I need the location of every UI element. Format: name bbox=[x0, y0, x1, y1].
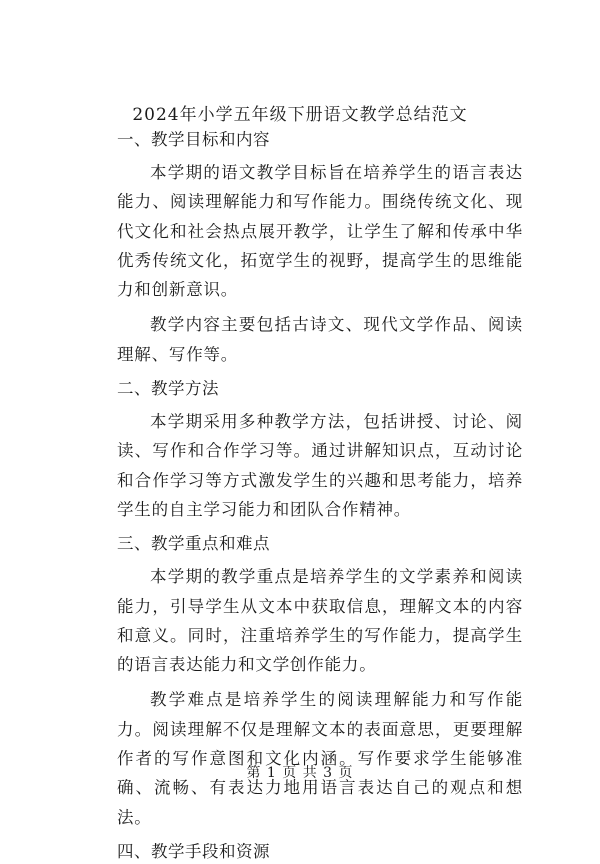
paragraph: 教学内容主要包括古诗文、现代文学作品、阅读理解、写作等。 bbox=[117, 315, 523, 364]
section-resources bbox=[117, 840, 523, 864]
section-methods bbox=[117, 377, 523, 524]
section-goals bbox=[117, 128, 523, 369]
page-number: 第 1 页 共 3 页 bbox=[246, 765, 354, 781]
document-title: 2024年小学五年级下册语文教学总结范文 bbox=[132, 105, 468, 125]
paragraph: 本学期的教学重点是培养学生的文学素养和阅读能力，引导学生从文本中获取信息，理解文本的内容和意义。同时，注重培养学生的写作能力，提高学生的语言表达能力和文学创作能力。 bbox=[117, 567, 523, 675]
paragraph: 本学期采用多种教学方法，包括讲授、讨论、阅读、写作和合作学习等。通过讲解知识点，互动讨论和合作学习等方式激发学生的兴趣和思考能力，培养学生的自主学习能力和团队合作精神。 bbox=[117, 412, 523, 519]
section-key-points bbox=[117, 532, 523, 832]
section-heading: 三、教学重点和难点 bbox=[117, 534, 270, 554]
section-heading: 四、教学手段和资源 bbox=[117, 841, 270, 861]
section-heading: 一、教学目标和内容 bbox=[117, 130, 270, 149]
document-body bbox=[117, 128, 523, 864]
paragraph: 教学难点是培养学生的阅读理解能力和写作能力。阅读理解不仅是理解文本的表面意思，更要理解作者的写作意图和文化内涵。写作要求学生能够准确、流畅、有表达力地用语言表达自己的观点和想法。 bbox=[117, 690, 523, 827]
section-heading: 二、教学方法 bbox=[117, 379, 219, 399]
paragraph: 本学期的语文教学目标旨在培养学生的语言表达能力、阅读理解能力和写作能力。围绕传统文化、现代文化和社会热点展开教学，让学生了解和传承中华优秀传统文化，拓宽学生的视野，提高学生的思维能力和创新意识。 bbox=[117, 163, 523, 300]
